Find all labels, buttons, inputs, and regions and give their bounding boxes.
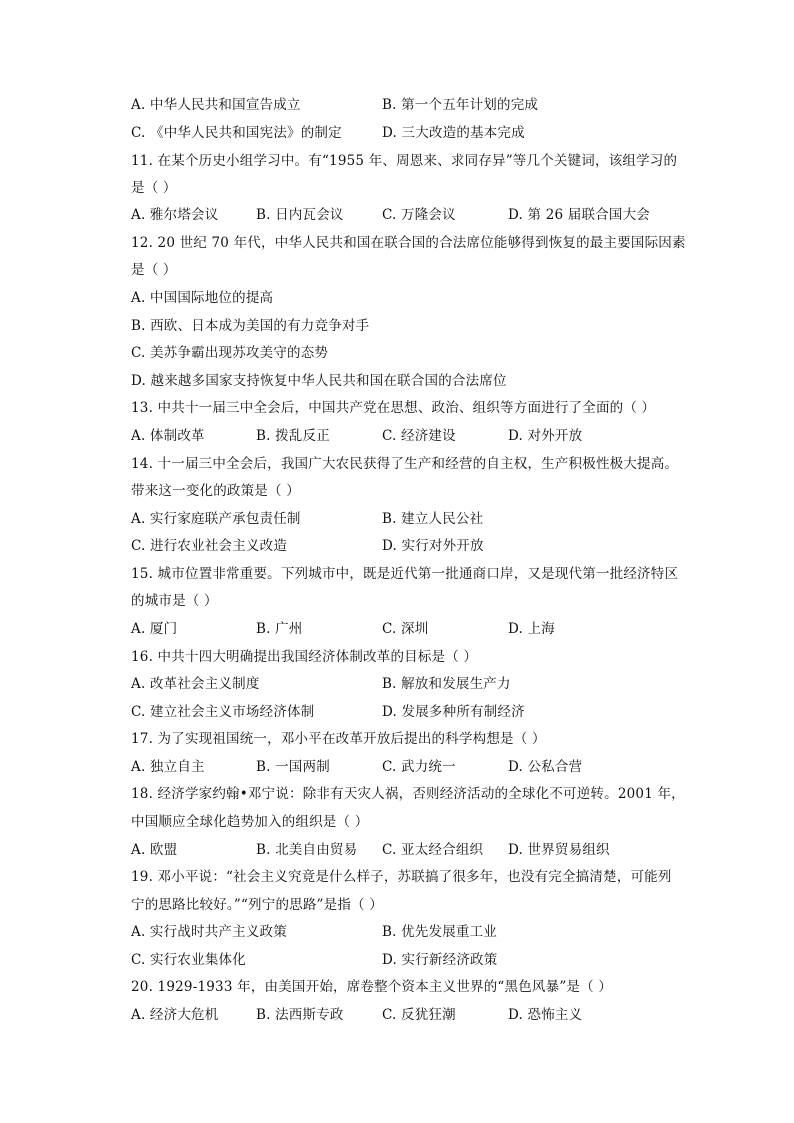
question-18-cont: 中国顺应全球化趋势加入的组织是（ ） <box>131 814 369 830</box>
option-a: A. 中国国际地位的提高 <box>131 290 274 306</box>
option-b: B. 第一个五年计划的完成 <box>382 97 539 113</box>
question-17: 17. 为了实现祖国统一，邓小平在改革开放后提出的科学构想是（ ） <box>131 731 546 747</box>
option-d: D. 第 26 届联合国大会 <box>508 207 650 223</box>
option-c: C. 反犹狂潮 <box>382 1007 456 1023</box>
option-d: D. 实行对外开放 <box>382 538 484 554</box>
option-a: A. 经济大危机 <box>131 1007 219 1023</box>
option-c: C. 建立社会主义市场经济体制 <box>131 704 315 720</box>
option-d: D. 恐怖主义 <box>508 1007 583 1023</box>
option-a: A. 欧盟 <box>131 842 178 858</box>
question-16: 16. 中共十四大明确提出我国经济体制改革的目标是（ ） <box>131 649 478 665</box>
option-a: A. 实行战时共产主义政策 <box>131 924 287 940</box>
option-b: B. 优先发展重工业 <box>382 924 498 940</box>
option-b: B. 广州 <box>256 621 303 637</box>
option-b: B. 一国两制 <box>256 759 330 775</box>
option-b: B. 北美自由贸易 <box>256 842 358 858</box>
question-18: 18. 经济学家约翰•邓宁说：除非有天灾人祸，否则经济活动的全球化不可逆转。2001 年， <box>131 786 685 802</box>
option-d: D. 公私合营 <box>508 759 583 775</box>
option-d: D. 发展多种所有制经济 <box>382 704 525 720</box>
question-12-cont: 是（ ） <box>131 262 177 278</box>
option-a: A. 实行家庭联产承包责任制 <box>131 511 301 527</box>
question-14: 14. 十一届三中全会后，我国广大农民获得了生产和经营的自主权，生产积极性极大提高。 <box>131 456 679 472</box>
option-c: C. 万隆会议 <box>382 207 456 223</box>
option-c: C. 《中华人民共和国宪法》的制定 <box>131 125 342 141</box>
option-a: A. 雅尔塔会议 <box>131 207 219 223</box>
question-12: 12. 20 世纪 70 年代，中华人民共和国在联合国的合法席位能够得到恢复的最主要国际因素 <box>131 235 686 251</box>
option-d: D. 三大改造的基本完成 <box>382 125 525 141</box>
option-c: C. 经济建设 <box>382 428 456 444</box>
question-14-cont: 带来这一变化的政策是（ ） <box>131 483 300 499</box>
question-15: 15. 城市位置非常重要。下列城市中，既是近代第一批通商口岸，又是现代第一批经济特区 <box>131 566 679 582</box>
option-d: D. 实行新经济政策 <box>382 952 498 968</box>
question-15-cont: 的城市是（ ） <box>131 593 218 609</box>
option-b: B. 日内瓦会议 <box>256 207 344 223</box>
option-c: C. 武力统一 <box>382 759 456 775</box>
option-d: D. 世界贸易组织 <box>508 842 610 858</box>
option-a: A. 独立自主 <box>131 759 205 775</box>
question-11: 11. 在某个历史小组学习中。有“1955 年、周恩来、求同存异”等几个关键词，该组学习的 <box>131 153 678 169</box>
question-20: 20. 1929-1933 年，由美国开始，席卷整个资本主义世界的“黑色风暴”是（ ） <box>131 979 613 995</box>
option-b: B. 法西斯专政 <box>256 1007 344 1023</box>
question-13: 13. 中共十一届三中全会后，中国共产党在思想、政治、组织等方面进行了全面的（ ） <box>131 400 656 416</box>
option-d: D. 对外开放 <box>508 428 583 444</box>
option-b: B. 西欧、日本成为美国的有力竞争对手 <box>131 318 370 334</box>
option-c: C. 实行农业集体化 <box>131 952 246 968</box>
option-a: A. 改革社会主义制度 <box>131 676 260 692</box>
option-c: C. 美苏争霸出现苏攻美守的态势 <box>131 345 329 361</box>
option-a: A. 中华人民共和国宣告成立 <box>131 97 301 113</box>
option-c: C. 亚太经合组织 <box>382 842 484 858</box>
option-a: A. 厦门 <box>131 621 178 637</box>
option-d: D. 越来越多国家支持恢复中华人民共和国在联合国的合法席位 <box>131 373 507 389</box>
question-19-cont: 宁的思路比较好。”“列宁的思路”是指（ ） <box>131 897 383 913</box>
option-b: B. 解放和发展生产力 <box>382 676 511 692</box>
option-c: C. 深圳 <box>382 621 429 637</box>
question-19: 19. 邓小平说：“社会主义究竟是什么样子，苏联搞了很多年，也没有完全搞清楚，可能列 <box>131 869 672 885</box>
question-11-cont: 是（ ） <box>131 180 177 196</box>
option-b: B. 拨乱反正 <box>256 428 330 444</box>
option-b: B. 建立人民公社 <box>382 511 484 527</box>
option-c: C. 进行农业社会主义改造 <box>131 538 288 554</box>
option-d: D. 上海 <box>508 621 555 637</box>
option-a: A. 体制改革 <box>131 428 205 444</box>
